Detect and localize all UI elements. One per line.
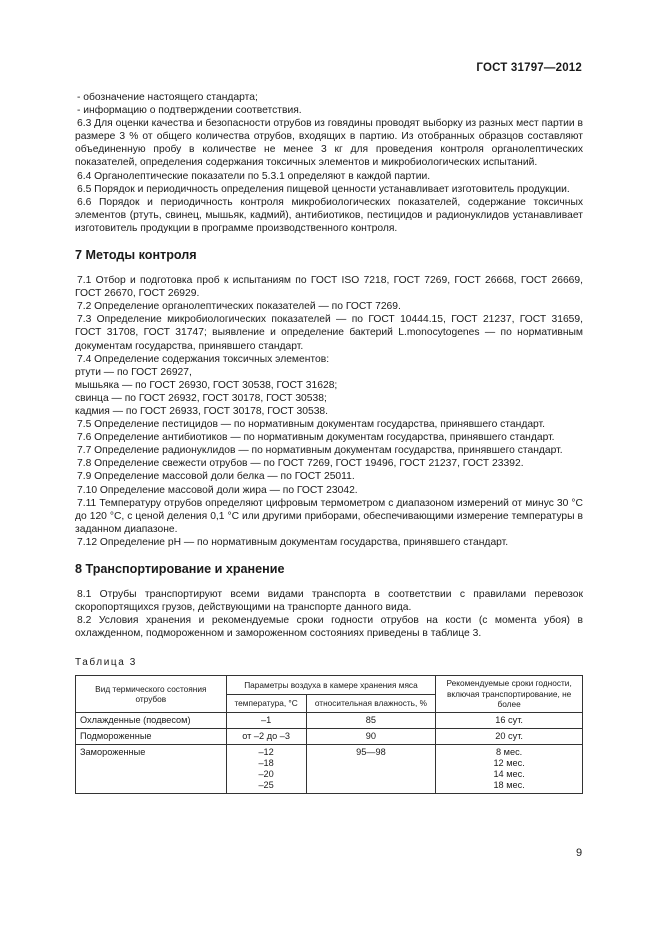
list-item: ртути — по ГОСТ 26927, xyxy=(75,366,192,378)
paragraph-7-1: 7.1 Отбор и подготовка проб к испытаниям по ГОСТ ISO 7218, ГОСТ 7269, ГОСТ 26668, ГОСТ 26669, ГОСТ 26670, ГОСТ 26929. xyxy=(75,275,583,300)
list-item: свинца — по ГОСТ 26932, ГОСТ 30178, ГОСТ 30538; xyxy=(75,392,327,404)
paragraph-8-2: 8.2 Условия хранения и рекомендуемые сроки годности отрубов на кости (с момента убоя) в охлажденном, подмороженном и замороженном состояниях приведены в таблице 3. xyxy=(75,615,583,640)
paragraph-6-4: 6.4 Органолептические показатели по 5.3.1 определяют в каждой партии. xyxy=(77,170,431,182)
paragraph-7-5: 7.5 Определение пестицидов — по нормативным документам государства, принявшего стандарт. xyxy=(77,419,545,431)
temp-value: –25 xyxy=(258,779,274,790)
paragraph-6-5: 6.5 Порядок и периодичность определения пищевой ценности устанавливает изготовитель продукции. xyxy=(77,183,570,195)
table-header-row xyxy=(76,676,583,694)
temp-value: –20 xyxy=(258,768,274,779)
intro-line: - обозначение настоящего стандарта; xyxy=(77,92,258,103)
cell-shelf-life: 16 сут. xyxy=(436,712,583,728)
paragraph-7-7: 7.7 Определение радионуклидов — по нормативным документам государства, принявшего стандарт. xyxy=(77,445,563,457)
paragraph-6-3: 6.3 Для оценки качества и безопасности отрубов из говядины проводят выборку из разных мест партии в размере 3 % от общего количества отрубов, входящих в партию. Из отобранных образцов составляют объединенную пробу в количестве не менее 3 кг для проведения контроля органолептических показателей, определения содержания токсичных элементов и микробиологических испытаний. xyxy=(75,118,583,169)
section-7-heading: 7 Методы контроля xyxy=(75,248,197,263)
paragraph-7-8: 7.8 Определение свежести отрубов — по ГОСТ 7269, ГОСТ 19496, ГОСТ 21237, ГОСТ 23392. xyxy=(77,458,524,470)
term-value: 14 мес. xyxy=(493,768,525,779)
header-humidity: относительная влажность, % xyxy=(306,694,436,712)
section-8-heading: 8 Транспортирование и хранение xyxy=(75,562,285,576)
list-item: кадмия — по ГОСТ 26933, ГОСТ 30178, ГОСТ 30538. xyxy=(75,405,329,417)
table-row xyxy=(76,712,583,728)
cell-state: Охлажденные (подвесом) xyxy=(76,712,227,728)
cell-shelf-life: 20 сут. xyxy=(436,728,583,744)
paragraph-7-3: 7.3 Определение микробиологических показателей — по ГОСТ 10444.15, ГОСТ 21237, ГОСТ 31659, ГОСТ 31708, ГОСТ 31747; выявление и определение бактерий L.monocytogenes — по нормативным документам государства, принявшего стандарт. xyxy=(75,314,583,352)
cell-humidity: 90 xyxy=(306,728,436,744)
table-row xyxy=(76,728,583,744)
cell-shelf-life xyxy=(436,744,583,793)
document-code-header: ГОСТ 31797—2012 xyxy=(476,62,582,74)
paragraph-7-10: 7.10 Определение массовой доли жира — по ГОСТ 23042. xyxy=(77,484,358,496)
paragraph-7-4: 7.4 Определение содержания токсичных элементов: xyxy=(77,353,330,365)
paragraph-7-9: 7.9 Определение массовой доли белка — по ГОСТ 25011. xyxy=(77,471,355,483)
cell-temperature: от –2 до –3 xyxy=(226,728,306,744)
term-value: 12 мес. xyxy=(493,757,525,768)
term-value: 18 мес. xyxy=(493,779,525,790)
paragraph-7-12: 7.12 Определение рН — по нормативным документам государства, принявшего стандарт. xyxy=(77,536,509,548)
table-row xyxy=(76,744,583,793)
paragraph-8-1: 8.1 Отрубы транспортируют всеми видами транспорта в соответствии с правилами перевозок скоропортящихся грузов, действующими на транспорте данного вида. xyxy=(75,589,583,614)
paragraph-7-11: 7.11 Температуру отрубов определяют цифровым термометром с диапазоном измерений от минус 30 °С до 120 °С, с ценой деления 0,1 °С или другими приборами, обеспечивающими измерение температуры в заданном диапазоне. xyxy=(75,497,583,535)
temp-value: –18 xyxy=(258,757,274,768)
header-thermal-state: Вид термического состояния отрубов xyxy=(76,676,227,713)
cell-humidity: 95—98 xyxy=(306,744,436,793)
intro-line: - информацию о подтверждении соответствия. xyxy=(77,105,302,117)
cell-state: Подмороженные xyxy=(76,728,227,744)
list-item: мышьяка — по ГОСТ 26930, ГОСТ 30538, ГОСТ 31628; xyxy=(75,379,338,391)
header-temperature: температура, °С xyxy=(226,694,306,712)
cell-temperature: –1 xyxy=(226,712,306,728)
storage-table xyxy=(75,675,583,794)
cell-humidity: 85 xyxy=(306,712,436,728)
page-number: 9 xyxy=(576,847,583,859)
header-air-params: Параметры воздуха в камере хранения мяса xyxy=(226,676,436,694)
table-caption: Таблица 3 xyxy=(75,657,137,669)
paragraph-7-6: 7.6 Определение антибиотиков — по нормативным документам государства, принявшего стандарт. xyxy=(77,432,555,444)
term-value: 8 мес. xyxy=(496,746,523,757)
temp-value: –12 xyxy=(258,746,274,757)
document-body xyxy=(75,91,583,794)
header-shelf-life: Рекомендуемые сроки годности, включая транспортирование, не более xyxy=(436,676,583,713)
cell-temperature xyxy=(226,744,306,793)
paragraph-6-6: 6.6 Порядок и периодичность контроля микробиологических показателей, содержание токсичных элементов (ртуть, свинец, мышьяк, кадмий), антибиотиков, пестицидов и радионуклидов устанавливает изготовитель продукции в программе производственного контроля. xyxy=(75,196,583,234)
cell-state: Замороженные xyxy=(76,744,227,793)
paragraph-7-2: 7.2 Определение органолептических показателей — по ГОСТ 7269. xyxy=(77,301,401,313)
